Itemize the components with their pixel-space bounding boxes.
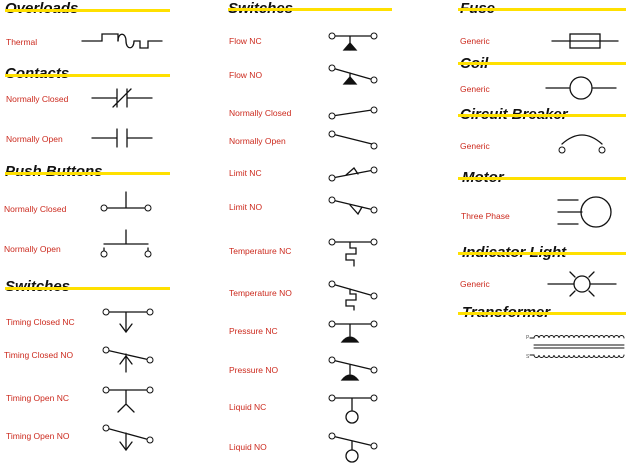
heading-underline — [458, 114, 626, 117]
indicator-light-symbol — [548, 268, 616, 300]
temperature-nc-symbol — [328, 234, 378, 270]
motor-symbol — [558, 192, 614, 232]
heading-underline — [5, 172, 170, 175]
label-liquid-nc: Liquid NC — [229, 402, 267, 412]
label-indicator-generic: Generic — [460, 279, 490, 289]
circuit-breaker-symbol — [556, 130, 608, 156]
label-liquid-no: Liquid NO — [229, 442, 267, 452]
transformer-primary-mark: P — [526, 335, 530, 341]
transformer-secondary-mark: S — [526, 354, 530, 360]
label-breaker-generic: Generic — [460, 141, 490, 151]
liquid-nc-symbol — [328, 392, 378, 426]
label-timing-open-nc: Timing Open NC — [6, 393, 69, 403]
heading-underline — [458, 177, 626, 180]
heading-underline — [5, 74, 170, 77]
label-timing-closed-nc: Timing Closed NC — [6, 317, 75, 327]
contact-nc-symbol — [92, 88, 152, 108]
timing-open-nc-symbol — [102, 384, 154, 414]
limit-nc-symbol — [328, 164, 378, 184]
flow-no-symbol — [328, 60, 378, 88]
heading-underline — [5, 287, 170, 290]
label-limit-nc: Limit NC — [229, 168, 262, 178]
pressure-no-symbol — [328, 354, 378, 384]
label-fuse-generic: Generic — [460, 36, 490, 46]
heading-underline — [458, 312, 626, 315]
limit-no-symbol — [328, 194, 378, 218]
label-temperature-no: Temperature NO — [229, 288, 292, 298]
pushbutton-no-symbol — [100, 230, 152, 258]
pushbutton-nc-symbol — [100, 190, 152, 214]
label-contact-no: Normally Open — [6, 134, 63, 144]
label-pushbutton-no: Normally Open — [4, 244, 61, 254]
contact-no-symbol — [92, 128, 152, 148]
timing-open-no-symbol — [102, 422, 154, 452]
label-flow-nc: Flow NC — [229, 36, 262, 46]
heading-underline — [5, 9, 170, 12]
label-temperature-nc: Temperature NC — [229, 246, 292, 256]
label-contact-nc: Normally Closed — [6, 94, 69, 104]
label-thermal-overload: Thermal — [6, 37, 38, 47]
label-pressure-nc: Pressure NC — [229, 326, 278, 336]
heading-underline — [458, 252, 626, 255]
label-limit-no: Limit NO — [229, 202, 263, 212]
heading-underline — [458, 62, 626, 65]
transformer-symbol — [526, 330, 626, 364]
fuse-symbol — [552, 32, 618, 50]
label-pressure-no: Pressure NO — [229, 365, 279, 375]
temperature-no-symbol — [328, 276, 378, 312]
label-timing-closed-no: Timing Closed NO — [4, 350, 74, 360]
heading-underline — [458, 8, 626, 11]
heading-underline — [228, 8, 392, 11]
label-flow-no: Flow NO — [229, 70, 263, 80]
flow-nc-symbol — [328, 28, 378, 56]
timing-closed-no-symbol — [102, 344, 154, 374]
label-switch-no: Normally Open — [229, 136, 286, 146]
switch-no-symbol — [328, 130, 378, 150]
switch-nc-symbol — [328, 104, 378, 120]
label-coil-generic: Generic — [460, 84, 490, 94]
liquid-no-symbol — [328, 430, 378, 464]
timing-closed-nc-symbol — [102, 306, 154, 334]
label-switch-nc: Normally Closed — [229, 108, 292, 118]
pressure-nc-symbol — [328, 318, 378, 346]
label-pushbutton-nc: Normally Closed — [4, 204, 67, 214]
label-timing-open-no: Timing Open NO — [6, 431, 70, 441]
label-motor-three-phase: Three Phase — [461, 211, 510, 221]
coil-symbol — [546, 76, 616, 100]
thermal-overload-symbol — [82, 30, 164, 52]
